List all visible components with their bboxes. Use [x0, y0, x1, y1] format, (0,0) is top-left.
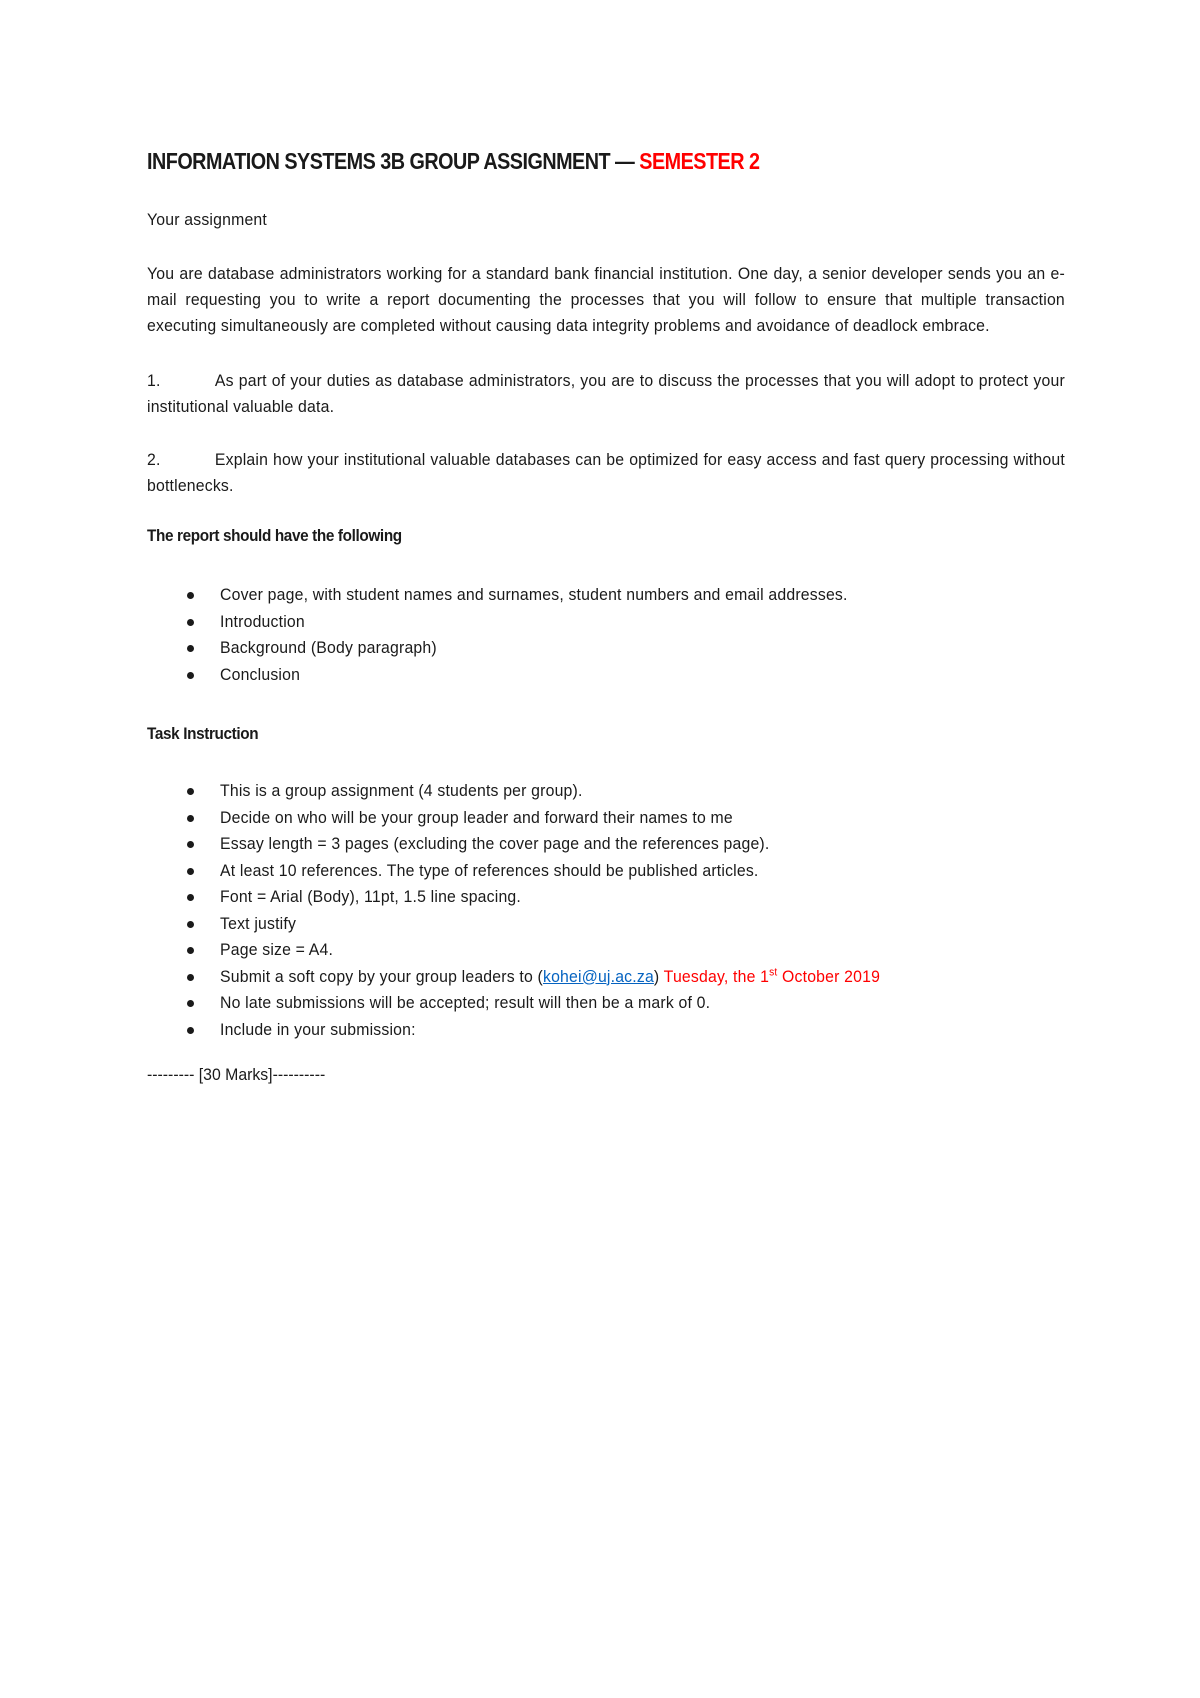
your-assignment-label: Your assignment: [147, 210, 267, 229]
bullet-icon: [187, 645, 194, 652]
list-item: Page size = A4.: [187, 937, 930, 964]
list-item: Text justify: [187, 911, 930, 938]
bullet-icon: [187, 592, 194, 599]
question-1: [147, 368, 1065, 420]
bullet-icon: [187, 947, 194, 954]
title-semester: SEMESTER 2: [639, 148, 760, 174]
task-list: [187, 778, 930, 1043]
bullet-icon: [187, 619, 194, 626]
bullet-icon: [187, 788, 194, 795]
bullet-icon: [187, 1027, 194, 1034]
question-2-text: Explain how your institutional valuable databases can be optimized for easy access and fast query processing without bottlenecks.: [147, 450, 1065, 495]
list-item: Essay length = 3 pages (excluding the cover page and the references page).: [187, 831, 930, 858]
submit-list-item: [187, 964, 930, 991]
task-heading: Task Instruction: [147, 724, 259, 743]
bullet-icon: [187, 841, 194, 848]
question-2: [147, 447, 1065, 499]
page-title: [147, 145, 936, 177]
list-item: Font = Arial (Body), 11pt, 1.5 line spacing.: [187, 884, 930, 911]
question-1-text: As part of your duties as database administrators, you are to discuss the processes that you will adopt to protect your institutional valuable data.: [147, 371, 1065, 416]
submit-prefix: Submit a soft copy by your group leaders to (: [220, 966, 543, 986]
list-item: Introduction: [187, 609, 895, 636]
bullet-icon: [187, 894, 194, 901]
bullet-icon: [187, 868, 194, 875]
question-1-number: 1.: [147, 371, 161, 390]
title-main: INFORMATION SYSTEMS 3B GROUP ASSIGNMENT —: [147, 148, 640, 174]
question-2-number: 2.: [147, 450, 161, 469]
report-heading: The report should have the following: [147, 526, 402, 545]
deadline-text: Tuesday, the 1st October 2019: [663, 965, 881, 986]
bullet-icon: [187, 672, 194, 679]
list-item: This is a group assignment (4 students per group).: [187, 778, 930, 805]
list-item: Include in your submission:: [187, 1017, 930, 1044]
document-content: [147, 145, 1065, 1084]
bullet-icon: [187, 921, 194, 928]
intro-paragraph: You are database administrators working for a standard bank financial institution. One day, a senior developer sends you an e-mail requesting you to write a report documenting the processes that you will follow to ensure that multiple transaction executing simultaneously are completed without causing data integrity problems and avoidance of deadlock embrace.: [147, 264, 1065, 335]
list-item: Background (Body paragraph): [187, 635, 895, 662]
submit-suffix: ): [653, 966, 664, 986]
email-link[interactable]: kohei@uj.ac.za: [542, 966, 654, 986]
marks-line: --------- [30 Marks]----------: [147, 1065, 326, 1084]
bullet-icon: [187, 974, 194, 981]
list-item: Conclusion: [187, 662, 895, 689]
report-list: [187, 582, 895, 688]
bullet-icon: [187, 815, 194, 822]
list-item: Decide on who will be your group leader and forward their names to me: [187, 805, 930, 832]
list-item: Cover page, with student names and surnames, student numbers and email addresses.: [187, 582, 895, 609]
list-item: No late submissions will be accepted; result will then be a mark of 0.: [187, 990, 930, 1017]
bullet-icon: [187, 1000, 194, 1007]
list-item: At least 10 references. The type of references should be published articles.: [187, 858, 930, 885]
